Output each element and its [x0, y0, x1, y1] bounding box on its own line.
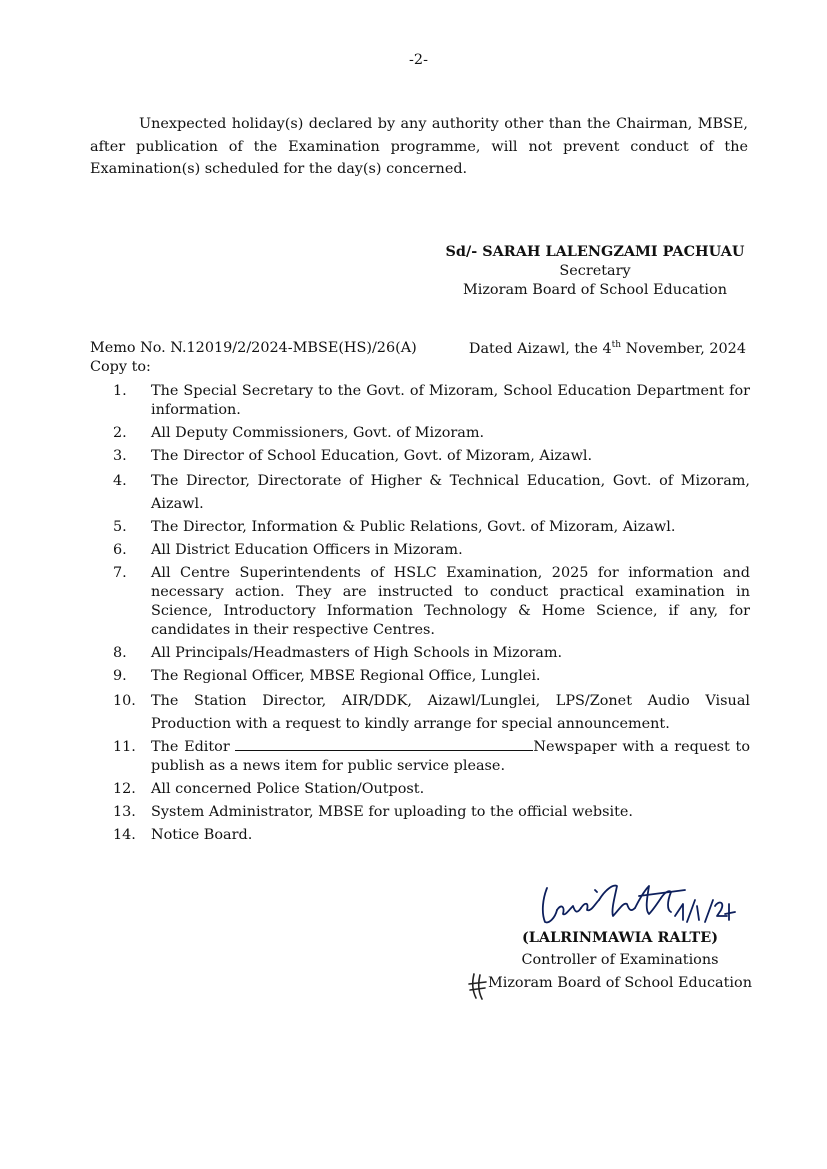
- controller-title: Controller of Examinations: [521, 952, 719, 968]
- controller-org: Mizoram Board of School Education: [488, 975, 752, 991]
- copy-to-label: Copy to:: [90, 359, 151, 375]
- newspaper-blank-line: [235, 738, 533, 751]
- memo-line: [90, 340, 746, 356]
- list-item: 4. The Director, Directorate of Higher & Technical Education, Govt. of Mizoram, Aizawl.: [113, 473, 750, 512]
- list-item: 12. All concerned Police Station/Outpost.: [113, 781, 425, 797]
- svg-text:4/11/24: 4/11/24: [675, 920, 679, 921]
- list-item: 10. The Station Director, AIR/DDK, Aizawl/Lunglei, LPS/Zonet Audio Visual Production with a request to kindly arrange for special announcement.: [113, 693, 750, 732]
- controller-name: (LALRINMAWIA RALTE): [521, 929, 719, 946]
- page-number: -2-: [409, 52, 428, 68]
- list-item: 13. System Administrator, MBSE for uploading to the official website.: [113, 804, 634, 820]
- copy-to-list: [110, 382, 750, 849]
- secretary-title: Secretary: [559, 262, 631, 279]
- list-item: 11. The Editor Newspaper with a request to publish as a news item for public service please.: [113, 739, 750, 774]
- list-item: 7. All Centre Superintendents of HSLC Examination, 2025 for information and necessary action. They are instructed to conduct practical examination in Science, Introductory Information Technology & Home Science, if any, for candidates in their respective Centres.: [113, 565, 750, 638]
- handwritten-signature: [535, 880, 740, 928]
- secretary-org: Mizoram Board of School Education: [463, 282, 727, 298]
- list-item: 5. The Director, Information & Public Relations, Govt. of Mizoram, Aizawl.: [113, 519, 676, 535]
- list-item: 3. The Director of School Education, Govt. of Mizoram, Aizawl.: [113, 448, 593, 464]
- initial-mark-icon: [466, 972, 488, 1000]
- list-item: 8. All Principals/Headmasters of High Schools in Mizoram.: [113, 645, 563, 661]
- holiday-notice-paragraph: Unexpected holiday(s) declared by any authority other than the Chairman, MBSE, after publication of the Examination programme, will not prevent conduct of the Examination(s) scheduled for the day(s) concerned.: [90, 116, 748, 177]
- list-item: 2. All Deputy Commissioners, Govt. of Mizoram.: [113, 425, 485, 441]
- memo-number: Memo No. N.12019/2/2024-MBSE(HS)/26(A): [90, 340, 417, 356]
- controller-signature-block: [470, 926, 770, 995]
- list-item: 6. All District Education Officers in Mizoram.: [113, 542, 463, 558]
- secretary-name: Sd/- SARAH LALENGZAMI PACHUAU: [445, 243, 745, 260]
- list-item: 14. Notice Board.: [113, 827, 253, 843]
- secretary-signature-block: [430, 242, 760, 301]
- list-item: 9. The Regional Officer, MBSE Regional Office, Lunglei.: [113, 668, 541, 684]
- memo-date: Dated Aizawl, the 4th November, 2024: [468, 340, 746, 357]
- list-item: 1. The Special Secretary to the Govt. of Mizoram, School Education Department for information.: [113, 383, 750, 418]
